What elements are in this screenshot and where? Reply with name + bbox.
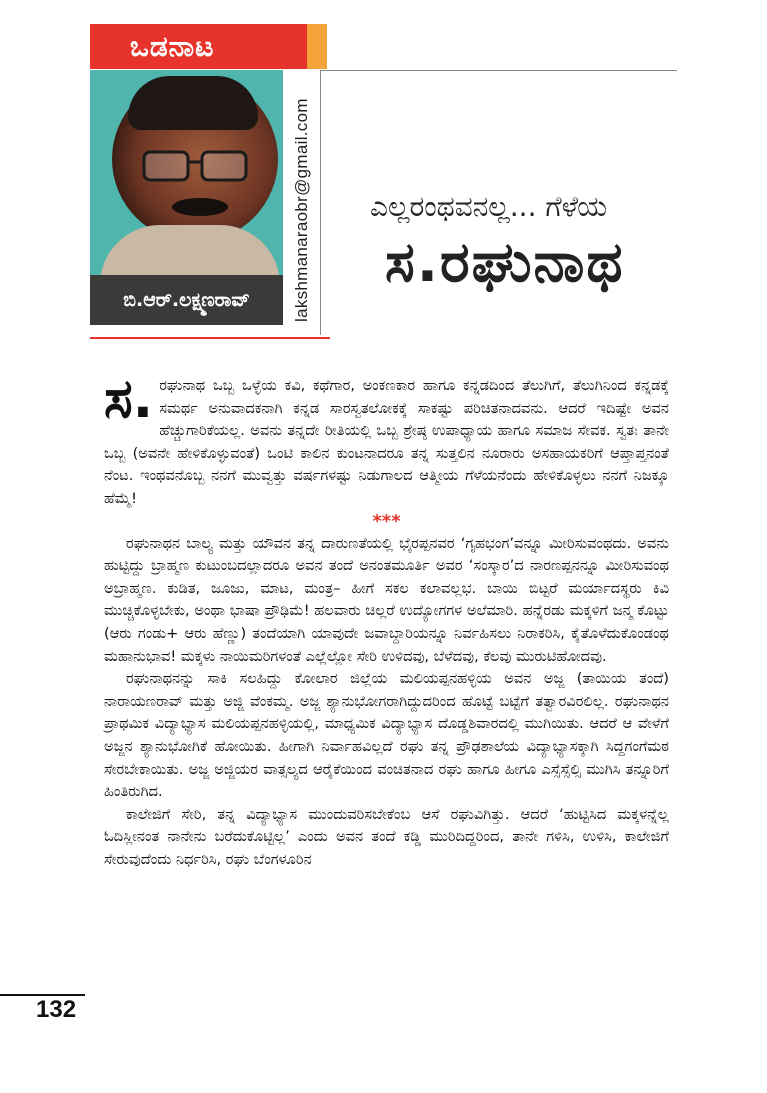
author-photo-shirt [100, 225, 280, 275]
author-photo-hair [128, 76, 258, 130]
paragraph-1: ರಘುನಾಥನ ಬಾಲ್ಯ ಮತ್ತು ಯೌವನ ತನ್ನ ದಾರುಣತೆಯಲ್ಲಿ ಭೈರಪ್ಪನವರ ‘ಗೃಹಭಂಗ’ವನ್ನೂ ಮೀರಿಸುವಂಥದು. ಅವನು ಹುಟ್ಟಿದ್ದು ಬ್ರಾಹ್ಮಣ ಕುಟುಂಬದಲ್ಲಾದರೂ ಅವನ ತಂದೆ ಅನಂತಮೂರ್ತಿ ಅವರ ‘ಸಂಸ್ಕಾರ’ದ ನಾರಣಪ್ಪನನ್ನೂ ಮೀರಿಸುವಂಥ ಅಬ್ರಾಹ್ಮಣ. ಕುಡಿತ, ಜೂಜು, ಮಾಟ, ಮಂತ್ರ– ಹೀಗೆ ಸಕಲ ಕಲಾವಲ್ಲಭ. ಬಾಯಿ ಬಿಟ್ಟರೆ ಮರ್ಯಾದಸ್ಥರು ಕಿವಿ ಮುಚ್ಚಿಕೊಳ್ಳಬೇಕು, ಅಂಥಾ ಭಾಷಾ ಪ್ರೌಢಿಮೆ! ಹಲವಾರು ಚಿಲ್ಲರೆ ಉದ್ಯೋಗಗಳ ಅಲೆಮಾರಿ. ಹನ್ನೆರಡು ಮಕ್ಕಳಿಗೆ ಜನ್ಮ ಕೊಟ್ಟು (ಆರು ಗಂಡು+ ಆರು ಹೆಣ್ಣು) ತಂದೆಯಾಗಿ ಯಾವುದೇ ಜವಾಬ್ದಾರಿಯನ್ನೂ ನಿರ್ವಹಿಸಲು ನಿರಾಕರಿಸಿ, ಕೈತೊಳೆದುಕೊಂಡಂಥ ಮಹಾನುಭಾವ! ಮಕ್ಕಳು ನಾಯಿಮರಿಗಳಂತೆ ಎಲ್ಲೆಲ್ಲೋ ಸೇರಿ ಉಳಿದವು, ಬೆಳೆದವು, ಕೆಲವು ಮುರುಟಿಹೋದವು. [104, 534, 669, 665]
column-tag-label: ಒಡನಾಟ [130, 29, 215, 63]
header-rule [320, 70, 677, 71]
page-number: 132 [36, 996, 77, 1023]
section-separator: *** [372, 510, 401, 532]
paragraph-2: ರಘುನಾಥನನ್ನು ಸಾಕಿ ಸಲಹಿದ್ದು ಕೋಲಾರ ಜಿಲ್ಲೆಯ ಮಲಿಯಪ್ಪನಹಳ್ಳಿಯ ಅವನ ಅಜ್ಜ (ತಾಯಿಯ ತಂದೆ) ನಾರಾಯಣರಾವ್ ಮತ್ತು ಅಜ್ಜಿ ವೆಂಕಮ್ಮ. ಅಜ್ಜ ಶ್ಯಾನುಭೋಗರಾಗಿದ್ದುದರಿಂದ ಹೊಟ್ಟೆ ಬಟ್ಟೆಗೆ ತತ್ವಾರವಿರಲಿಲ್ಲ. ರಘುನಾಥನ ಪ್ರಾಥಮಿಕ ವಿದ್ಯಾಭ್ಯಾಸ ಮಲಿಯಪ್ಪನಹಳ್ಳಿಯಲ್ಲಿ, ಮಾಧ್ಯಮಿಕ ವಿದ್ಯಾಭ್ಯಾಸ ದೊಡ್ಡಶಿವಾರದಲ್ಲಿ ಮುಗಿಯಿತು. ಆದರೆ ಆ ವೇಳೆಗೆ ಅಜ್ಜನ ಶ್ಯಾನುಭೋಗಿಕೆ ಹೋಯಿತು. ಹೀಗಾಗಿ ನಿರ್ವಾಹವಿಲ್ಲದೆ ರಘು ತನ್ನ ಪ್ರೌಢಶಾಲೆಯ ವಿದ್ಯಾಭ್ಯಾಸಕ್ಕಾಗಿ ಸಿದ್ದಗಂಗೆಮಠ ಸೇರಬೇಕಾಯಿತು. ಅಜ್ಜ ಅಜ್ಜಿಯರ ವಾತ್ಸಲ್ಯದ ಆರೈಕೆಯಿಂದ ವಂಚಿತನಾದ ರಘು ಹಾಗೂ ಹೀಗೂ ಎಸ್ಸೆಸ್ಸೆಲ್ಸಿ ಮುಗಿಸಿ ತನ್ನೂರಿಗೆ ಹಿಂತಿರುಗಿದ. [104, 670, 669, 801]
intro-paragraph [104, 367, 669, 511]
column-tag [90, 24, 327, 69]
author-name: ಬಿ.ಆರ್.ಲಕ್ಷ್ಮಣರಾವ್ [90, 275, 283, 325]
article-subhead: ಎಲ್ಲರಂಥವನಲ್ಲ... ಗೆಳೆಯ [370, 190, 608, 223]
author-photo-mustache [172, 198, 228, 216]
article-body [104, 367, 669, 871]
intro-text: ರಘುನಾಥ ಒಬ್ಬ ಒಳ್ಳೆಯ ಕವಿ, ಕಥೆಗಾರ, ಅಂಕಣಕಾರ ಹಾಗೂ ಕನ್ನಡದಿಂದ ತೆಲುಗಿಗೆ, ತೆಲುಗಿನಿಂದ ಕನ್ನಡಕ್ಕೆ ಸಮರ್ಥ ಅನುವಾದಕನಾಗಿ ಕನ್ನಡ ಸಾರಸ್ವತಲೋಕಕ್ಕೆ ಸಾಕಷ್ಟು ಪರಿಚಿತನಾದವನು. ಆದರೆ ಇದಿಷ್ಟೇ ಅವನ ಹೆಚ್ಚುಗಾರಿಕೆಯಲ್ಲ. ಅವನು ತನ್ನದೇ ರೀತಿಯಲ್ಲಿ ಒಬ್ಬ ಶ್ರೇಷ್ಠ ಉಪಾಧ್ಯಾಯ ಹಾಗೂ ಸಮಾಜ ಸೇವಕ. ಸ್ವತಃ ತಾನೇ ಒಬ್ಬ (ಅವನೇ ಹೇಳಿಕೊಳ್ಳುವಂತೆ) ಒಂಟಿ ಕಾಲಿನ ಕುಂಟನಾದರೂ ತನ್ನ ಸುತ್ತಲಿನ ನೂರಾರು ಅಸಹಾಯಕರಿಗೆ ಆಪ್ತಾಪ್ತನಂತೆ ನೆಂಟ. ಇಂಥವನೊಬ್ಬ ನನಗೆ ಮುವ್ವತ್ತು ವರ್ಷಗಳಷ್ಟು ನಿಡುಗಾಲದ ಆತ್ಮೀಯ ಗೆಳೆಯನೆಂದು ಹೇಳಿಕೊಳ್ಳಲು ನನಗೆ ನಿಜಕ್ಕೂ ಹೆಮ್ಮೆ! [104, 377, 669, 507]
paragraph-3: ಕಾಲೇಜಿಗೆ ಸೇರಿ, ತನ್ನ ವಿದ್ಯಾಭ್ಯಾಸ ಮುಂದುವರಿಸಬೇಕೆಂಬ ಆಸೆ ರಘುವಿಗಿತ್ತು. ಆದರೆ ‘ಹುಟ್ಟಿಸಿದ ಮಕ್ಕಳನ್ನೆಲ್ಲ ಓದಿಸ್ಲೀನಂತ ನಾನೇನು ಬರೆದುಕೊಟ್ಟಿಲ್ಲ’ ಎಂದು ಅವನ ತಂದೆ ಕಡ್ಡಿ ಮುರಿದಿದ್ದರಿಂದ, ತಾನೇ ಗಳಿಸಿ, ಉಳಿಸಿ, ಕಾಲೇಜಿಗೆ ಸೇರುವುದೆಂದು ನಿರ್ಧರಿಸಿ, ರಘು ಬೆಂಗಳೂರಿನ [104, 805, 669, 868]
author-email: lakshmanaraobr@gmail.com [292, 98, 311, 322]
email-rule [320, 70, 321, 335]
glasses-icon [140, 148, 250, 184]
drop-cap: ಸ. [104, 367, 154, 430]
author-rule [90, 337, 330, 339]
article-headline: ಸ.ರಘುನಾಥ [385, 230, 625, 295]
column-tag-stripe [307, 24, 327, 69]
author-photo [90, 70, 283, 275]
